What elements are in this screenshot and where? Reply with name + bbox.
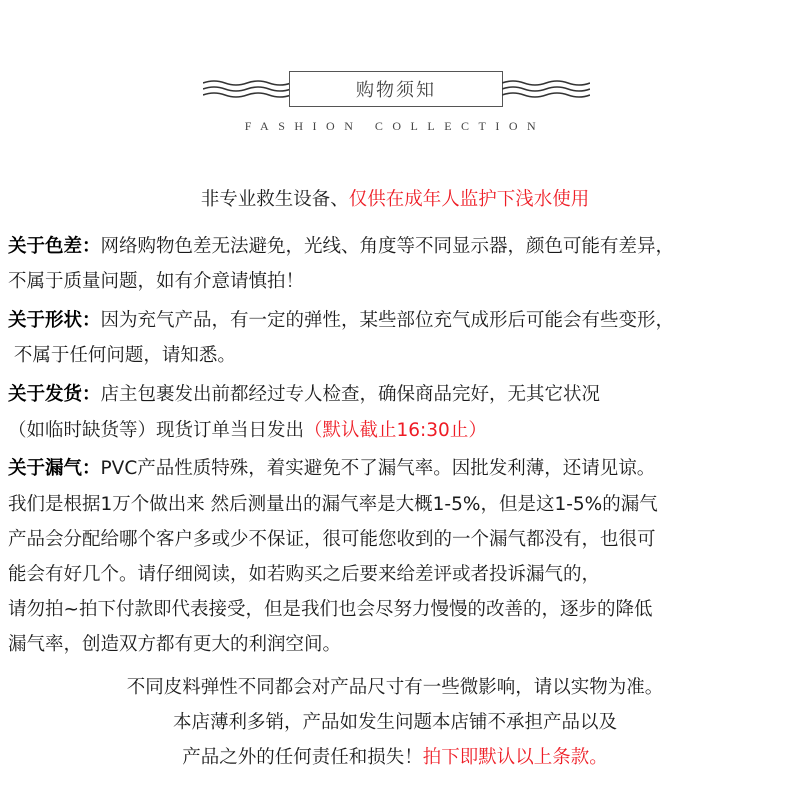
color-section-text: 网络购物色差无法避免，光线、角度等不同显示器，颜色可能有差异， — [100, 236, 675, 257]
color-section-label: 关于色差： — [8, 236, 101, 257]
color-section-line-1 — [8, 234, 790, 260]
shipping-section-text: 店主包裹发出前都经过专人检查，确保商品完好，无其它状况 — [100, 384, 601, 405]
footer-line-2: 本店薄利多销，产品如发生问题本店铺不承担产品以及 — [172, 712, 617, 733]
safety-notice — [0, 187, 790, 213]
color-section-line-2: 不属于质量问题，如有介意请慎拍！ — [8, 271, 305, 292]
leak-section-line-6: 漏气率，创造双方都有更大的利润空间。 — [8, 634, 342, 655]
footer-line-1: 不同皮料弹性不同都会对产品尺寸有一些微影响，请以实物为准。 — [126, 677, 664, 698]
page-header — [0, 0, 790, 150]
leak-section-line-1 — [8, 456, 790, 482]
shipping-section-line-2 — [8, 418, 790, 444]
shipping-section-text-2: （如临时缺货等）现货订单当日发出 — [8, 420, 305, 441]
shipping-section-label: 关于发货： — [8, 384, 101, 405]
leak-section-line-3: 产品会分配给哪个客户多或少不保证，很可能您收到的一个漏气都没有，也很可 — [8, 529, 656, 550]
footer-line-3 — [0, 745, 790, 771]
shape-section-line-1 — [8, 308, 790, 334]
shape-section-label: 关于形状： — [8, 310, 101, 331]
leak-section-line-2: 我们是根据1万个做出来 然后测量出的漏气率是大概1-5%，但是这1-5%的漏气 — [8, 494, 658, 515]
page-subtitle: FASHION COLLECTION — [244, 119, 546, 133]
leak-section-line-4: 能会有好几个。请仔细阅读，如若购买之后要来给差评或者投诉漏气的， — [8, 564, 601, 585]
shipping-cutoff-note: （默认截止16:30止） — [304, 420, 487, 441]
leak-section-line-5: 请勿拍~拍下付款即代表接受，但是我们也会尽努力慢慢的改善的，逐步的降低 — [8, 599, 653, 620]
notice-text: 非专业救生设备、 — [200, 189, 349, 210]
shape-section-text: 因为充气产品，有一定的弹性，某些部位充气成形后可能会有些变形， — [100, 310, 675, 331]
footer-disclaimer: 产品之外的任何责任和损失！ — [182, 747, 423, 768]
leak-section-label: 关于漏气： — [8, 458, 101, 479]
page-title: 购物须知 — [289, 71, 503, 107]
wave-decoration-left-icon — [203, 78, 291, 100]
shipping-section-line-1 — [8, 382, 790, 408]
wave-decoration-right-icon — [502, 78, 590, 100]
footer-terms-warning: 拍下即默认以上条款。 — [422, 747, 608, 768]
notice-warning: 仅供在成年人监护下浅水使用 — [348, 189, 590, 210]
shape-section-line-2: 不属于任何问题，请知悉。 — [8, 345, 236, 366]
leak-section-text: PVC产品性质特殊，着实避免不了漏气率。因批发利薄，还请见谅。 — [100, 458, 656, 479]
